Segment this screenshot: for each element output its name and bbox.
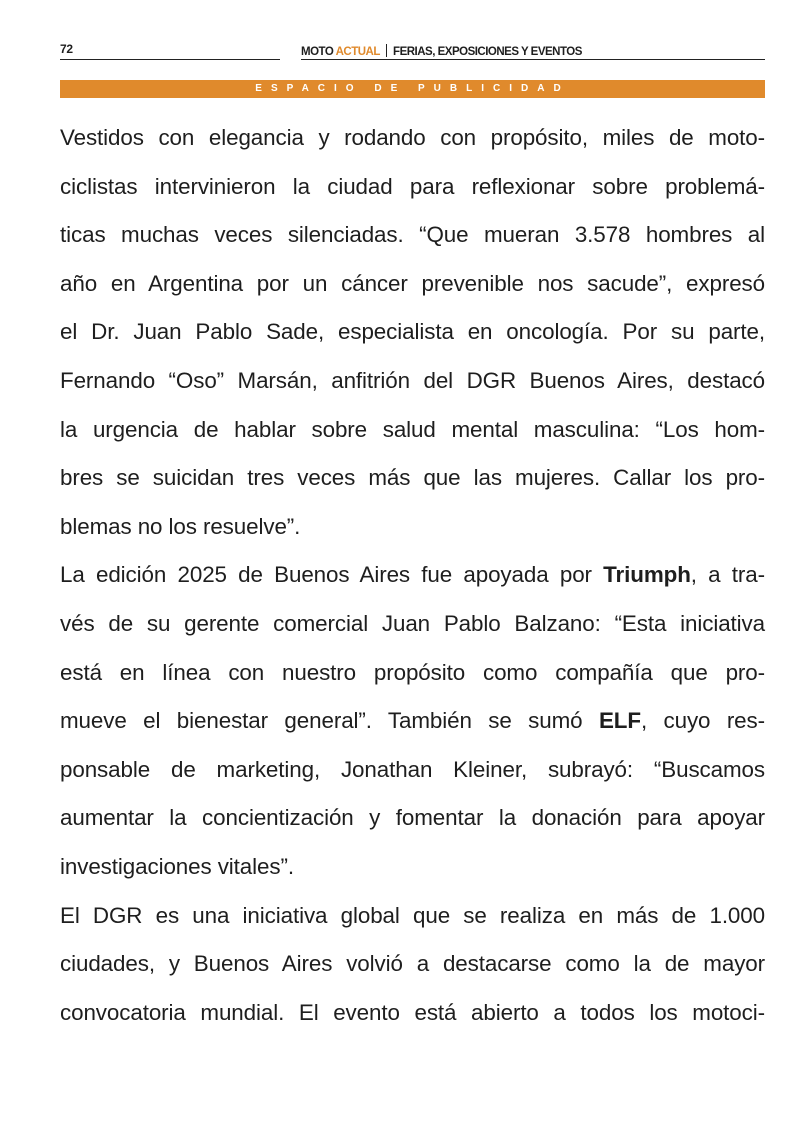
text-line (60, 114, 765, 163)
text-run: Vestidos con elegancia y rodando con propósito, miles de moto- (60, 125, 765, 150)
header-rule-left (60, 59, 280, 60)
text-run: el Dr. Juan Pablo Sade, especialista en oncología. Por su parte, (60, 319, 765, 345)
brand-moto: MOTO (301, 46, 334, 58)
text-line (60, 649, 765, 698)
text-line (60, 308, 765, 357)
text-line (60, 260, 765, 309)
page-number: 72 (60, 42, 73, 56)
text-line (60, 454, 765, 503)
bold-brand: Triumph (603, 562, 691, 588)
text-run: La edición 2025 de Buenos Aires fue apoyada por (60, 562, 604, 588)
text-run: año en Argentina por un cáncer prevenible nos sacude”, expresó (60, 270, 765, 296)
text-line (60, 697, 765, 746)
text-run: blemas no los resuelve”. (60, 513, 301, 539)
section-name: FERIAS, EXPOSICIONES Y EVENTOS (393, 46, 582, 58)
text-run: la urgencia de hablar sobre salud mental masculina: “Los hom- (60, 416, 765, 442)
text-run: mueve el bienestar general”. También se sumó (60, 708, 599, 734)
text-line (60, 940, 765, 989)
text-line (60, 551, 765, 600)
article-body (60, 114, 765, 1037)
text-run: ticas muchas veces silenciadas. “Que mueran 3.578 hombres al (60, 222, 765, 248)
text-run: convocatoria mundial. El evento está abierto a todos los motoci- (60, 999, 765, 1025)
text-line (60, 503, 765, 552)
text-line (60, 892, 765, 941)
text-run: Fernando “Oso” Marsán, anfitrión del DGR Buenos Aires, destacó (60, 367, 765, 393)
advertising-band: ESPACIO DE PUBLICIDAD (60, 80, 765, 98)
text-line (60, 163, 765, 212)
brand-actual: ACTUAL (335, 46, 380, 58)
text-line (60, 357, 765, 406)
page-header (60, 40, 765, 62)
text-run: , a tra- (690, 562, 765, 588)
text-line (60, 600, 765, 649)
text-run: , cuyo res- (640, 708, 765, 734)
section-title (301, 44, 582, 58)
text-line (60, 406, 765, 455)
text-line (60, 989, 765, 1038)
text-run: bres se suicidan tres veces más que las mujeres. Callar los pro- (60, 465, 765, 491)
text-line (60, 843, 765, 892)
header-rule-right (301, 59, 765, 60)
text-line (60, 794, 765, 843)
text-line (60, 746, 765, 795)
text-run: vés de su gerente comercial Juan Pablo Balzano: “Esta iniciativa (60, 610, 765, 636)
text-line (60, 211, 765, 260)
text-run: El DGR es una iniciativa global que se realiza en más de 1.000 (60, 902, 765, 928)
text-run: ciudades, y Buenos Aires volvió a destacarse como la de mayor (60, 951, 765, 977)
text-run: ponsable de marketing, Jonathan Kleiner, subrayó: “Buscamos (60, 756, 765, 782)
header-separator (386, 44, 387, 57)
bold-brand: ELF (598, 708, 641, 734)
text-run: ciclistas intervinieron la ciudad para reflexionar sobre problemá- (60, 173, 765, 199)
text-run: aumentar la concientización y fomentar la donación para apoyar (60, 805, 765, 831)
text-run: está en línea con nuestro propósito como compañía que pro- (60, 659, 765, 685)
text-run: investigaciones vitales”. (60, 853, 294, 879)
